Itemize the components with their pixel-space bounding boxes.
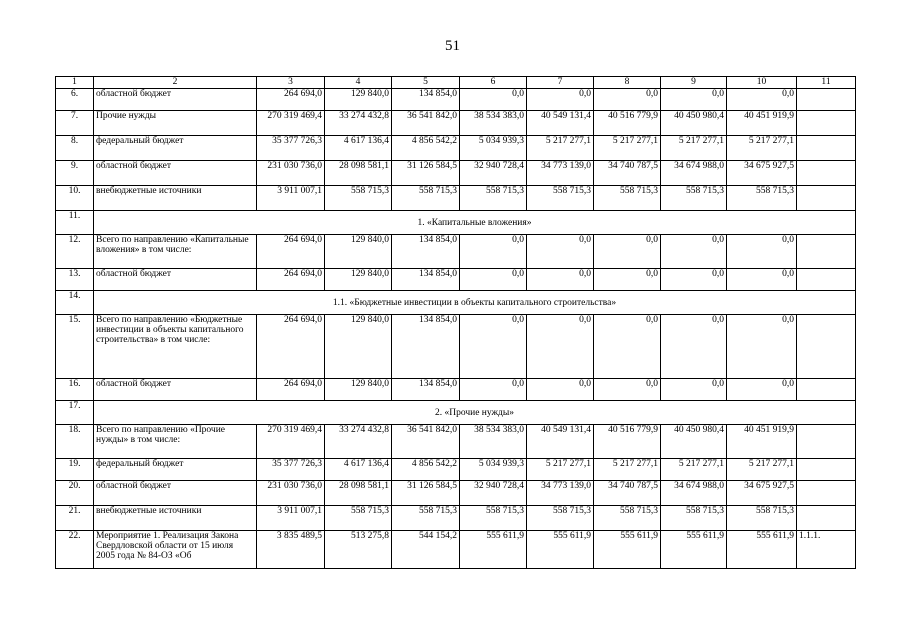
value-cell: 558 715,3 [594,506,661,531]
value-cell: 5 217 277,1 [661,459,727,481]
row-number-cell: 10. [56,186,94,211]
row-label-cell: внебюджетные источники [94,186,257,211]
value-cell: 4 856 542,2 [392,136,460,161]
value-cell: 34 773 139,0 [527,161,594,186]
table-row [56,506,856,531]
row-number-cell: 7. [56,111,94,136]
value-cell: 544 154,2 [392,531,460,569]
value-cell: 134 854,0 [392,315,460,379]
value-cell: 555 611,9 [727,531,797,569]
row-label-cell: федеральный бюджет [94,136,257,161]
value-cell: 5 217 277,1 [594,459,661,481]
section-row [56,401,856,425]
header-cell-7: 7 [527,77,594,89]
table-row [56,481,856,506]
value-cell: 0,0 [661,379,727,401]
note-cell [797,315,856,379]
table-row [56,269,856,291]
value-cell: 40 549 131,4 [527,111,594,136]
section-row [56,291,856,315]
value-cell: 558 715,3 [527,186,594,211]
value-cell: 0,0 [594,269,661,291]
value-cell: 264 694,0 [257,269,325,291]
note-cell [797,111,856,136]
value-cell: 0,0 [661,315,727,379]
value-cell: 0,0 [527,379,594,401]
value-cell: 0,0 [727,379,797,401]
row-number-cell: 20. [56,481,94,506]
value-cell: 264 694,0 [257,235,325,269]
value-cell: 32 940 728,4 [460,161,527,186]
row-number-cell: 16. [56,379,94,401]
value-cell: 134 854,0 [392,235,460,269]
value-cell: 555 611,9 [661,531,727,569]
value-cell: 0,0 [460,89,527,111]
value-cell: 558 715,3 [527,506,594,531]
row-label-cell: областной бюджет [94,481,257,506]
value-cell: 35 377 726,3 [257,136,325,161]
value-cell: 33 274 432,8 [325,111,392,136]
note-cell: 1.1.1. [797,531,856,569]
value-cell: 558 715,3 [594,186,661,211]
table-row [56,459,856,481]
row-number-cell: 9. [56,161,94,186]
row-label-cell: областной бюджет [94,89,257,111]
row-number-cell: 12. [56,235,94,269]
header-cell-1: 1 [56,77,94,89]
value-cell: 0,0 [594,235,661,269]
row-label-cell: Мероприятие 1. Реализация Закона Свердловской области от 15 июля 2005 года № 84-ОЗ «Об [94,531,257,569]
page-number: 51 [445,38,460,54]
row-number-cell: 11. [56,211,94,235]
section-title-cell: 1.1. «Бюджетные инвестиции в объекты капитального строительства» [94,291,856,315]
value-cell: 0,0 [460,379,527,401]
table-row [56,425,856,459]
value-cell: 40 451 919,9 [727,425,797,459]
value-cell: 38 534 383,0 [460,425,527,459]
header-cell-11: 11 [797,77,856,89]
value-cell: 34 740 787,5 [594,161,661,186]
value-cell: 0,0 [527,269,594,291]
value-cell: 5 217 277,1 [727,136,797,161]
note-cell [797,425,856,459]
value-cell: 34 674 988,0 [661,481,727,506]
value-cell: 34 740 787,5 [594,481,661,506]
note-cell [797,235,856,269]
value-cell: 555 611,9 [460,531,527,569]
value-cell: 0,0 [661,269,727,291]
value-cell: 3 911 007,1 [257,506,325,531]
value-cell: 5 034 939,3 [460,459,527,481]
note-cell [797,186,856,211]
value-cell: 3 911 007,1 [257,186,325,211]
value-cell: 5 217 277,1 [727,459,797,481]
value-cell: 134 854,0 [392,89,460,111]
value-cell: 38 534 383,0 [460,111,527,136]
value-cell: 129 840,0 [325,269,392,291]
value-cell: 231 030 736,0 [257,161,325,186]
table-row [56,531,856,569]
row-label-cell: Всего по направлению «Прочие нужды» в том числе: [94,425,257,459]
row-number-cell: 22. [56,531,94,569]
header-cell-5: 5 [392,77,460,89]
value-cell: 0,0 [727,235,797,269]
note-cell [797,269,856,291]
section-title-cell: 2. «Прочие нужды» [94,401,856,425]
table-row [56,111,856,136]
row-label-cell: внебюджетные источники [94,506,257,531]
value-cell: 558 715,3 [727,506,797,531]
budget-table [55,76,856,569]
value-cell: 4 856 542,2 [392,459,460,481]
value-cell: 40 450 980,4 [661,111,727,136]
header-cell-2: 2 [94,77,257,89]
row-number-cell: 14. [56,291,94,315]
table-row [56,379,856,401]
value-cell: 555 611,9 [594,531,661,569]
value-cell: 0,0 [527,315,594,379]
value-cell: 40 549 131,4 [527,425,594,459]
note-cell [797,379,856,401]
header-cell-10: 10 [727,77,797,89]
value-cell: 31 126 584,5 [392,481,460,506]
value-cell: 558 715,3 [460,506,527,531]
value-cell: 35 377 726,3 [257,459,325,481]
value-cell: 0,0 [661,89,727,111]
row-number-cell: 13. [56,269,94,291]
value-cell: 5 034 939,3 [460,136,527,161]
row-number-cell: 8. [56,136,94,161]
value-cell: 34 773 139,0 [527,481,594,506]
value-cell: 0,0 [460,269,527,291]
value-cell: 5 217 277,1 [661,136,727,161]
note-cell [797,136,856,161]
row-number-cell: 6. [56,89,94,111]
value-cell: 558 715,3 [325,506,392,531]
table-row [56,186,856,211]
header-cell-3: 3 [257,77,325,89]
value-cell: 32 940 728,4 [460,481,527,506]
note-cell [797,506,856,531]
row-label-cell: Всего по направлению «Капитальные вложения» в том числе: [94,235,257,269]
value-cell: 558 715,3 [460,186,527,211]
value-cell: 40 451 919,9 [727,111,797,136]
value-cell: 4 617 136,4 [325,136,392,161]
table-row [56,161,856,186]
value-cell: 5 217 277,1 [594,136,661,161]
table-row [56,235,856,269]
note-cell [797,89,856,111]
value-cell: 558 715,3 [727,186,797,211]
value-cell: 264 694,0 [257,315,325,379]
row-label-cell: Прочие нужды [94,111,257,136]
value-cell: 0,0 [527,89,594,111]
header-cell-4: 4 [325,77,392,89]
value-cell: 270 319 469,4 [257,111,325,136]
value-cell: 558 715,3 [325,186,392,211]
row-label-cell: областной бюджет [94,269,257,291]
header-cell-8: 8 [594,77,661,89]
note-cell [797,161,856,186]
row-number-cell: 19. [56,459,94,481]
row-label-cell: федеральный бюджет [94,459,257,481]
header-cell-9: 9 [661,77,727,89]
value-cell: 0,0 [594,315,661,379]
value-cell: 558 715,3 [392,506,460,531]
value-cell: 4 617 136,4 [325,459,392,481]
value-cell: 36 541 842,0 [392,425,460,459]
value-cell: 34 674 988,0 [661,161,727,186]
table-row [56,89,856,111]
value-cell: 129 840,0 [325,89,392,111]
value-cell: 0,0 [594,89,661,111]
value-cell: 40 516 779,9 [594,111,661,136]
value-cell: 28 098 581,1 [325,481,392,506]
row-number-cell: 21. [56,506,94,531]
value-cell: 555 611,9 [527,531,594,569]
header-cell-6: 6 [460,77,527,89]
value-cell: 129 840,0 [325,379,392,401]
value-cell: 33 274 432,8 [325,425,392,459]
value-cell: 0,0 [594,379,661,401]
row-number-cell: 17. [56,401,94,425]
value-cell: 270 319 469,4 [257,425,325,459]
value-cell: 28 098 581,1 [325,161,392,186]
row-label-cell: областной бюджет [94,379,257,401]
value-cell: 264 694,0 [257,379,325,401]
value-cell: 558 715,3 [661,186,727,211]
value-cell: 0,0 [727,315,797,379]
value-cell: 0,0 [661,235,727,269]
value-cell: 5 217 277,1 [527,459,594,481]
value-cell: 264 694,0 [257,89,325,111]
value-cell: 129 840,0 [325,315,392,379]
value-cell: 40 450 980,4 [661,425,727,459]
table-row [56,315,856,379]
value-cell: 231 030 736,0 [257,481,325,506]
value-cell: 36 541 842,0 [392,111,460,136]
value-cell: 129 840,0 [325,235,392,269]
row-label-cell: областной бюджет [94,161,257,186]
value-cell: 134 854,0 [392,269,460,291]
table-row [56,136,856,161]
value-cell: 34 675 927,5 [727,481,797,506]
note-cell [797,459,856,481]
row-label-cell: Всего по направлению «Бюджетные инвестиции в объекты капитального строительства» в том числе: [94,315,257,379]
header-row [56,77,856,89]
value-cell: 0,0 [460,235,527,269]
section-row [56,211,856,235]
value-cell: 5 217 277,1 [527,136,594,161]
value-cell: 40 516 779,9 [594,425,661,459]
row-number-cell: 15. [56,315,94,379]
row-number-cell: 18. [56,425,94,459]
value-cell: 558 715,3 [392,186,460,211]
section-title-cell: 1. «Капитальные вложения» [94,211,856,235]
value-cell: 0,0 [527,235,594,269]
value-cell: 0,0 [460,315,527,379]
value-cell: 0,0 [727,89,797,111]
value-cell: 31 126 584,5 [392,161,460,186]
note-cell [797,481,856,506]
value-cell: 558 715,3 [661,506,727,531]
value-cell: 0,0 [727,269,797,291]
value-cell: 513 275,8 [325,531,392,569]
value-cell: 34 675 927,5 [727,161,797,186]
value-cell: 134 854,0 [392,379,460,401]
value-cell: 3 835 489,5 [257,531,325,569]
